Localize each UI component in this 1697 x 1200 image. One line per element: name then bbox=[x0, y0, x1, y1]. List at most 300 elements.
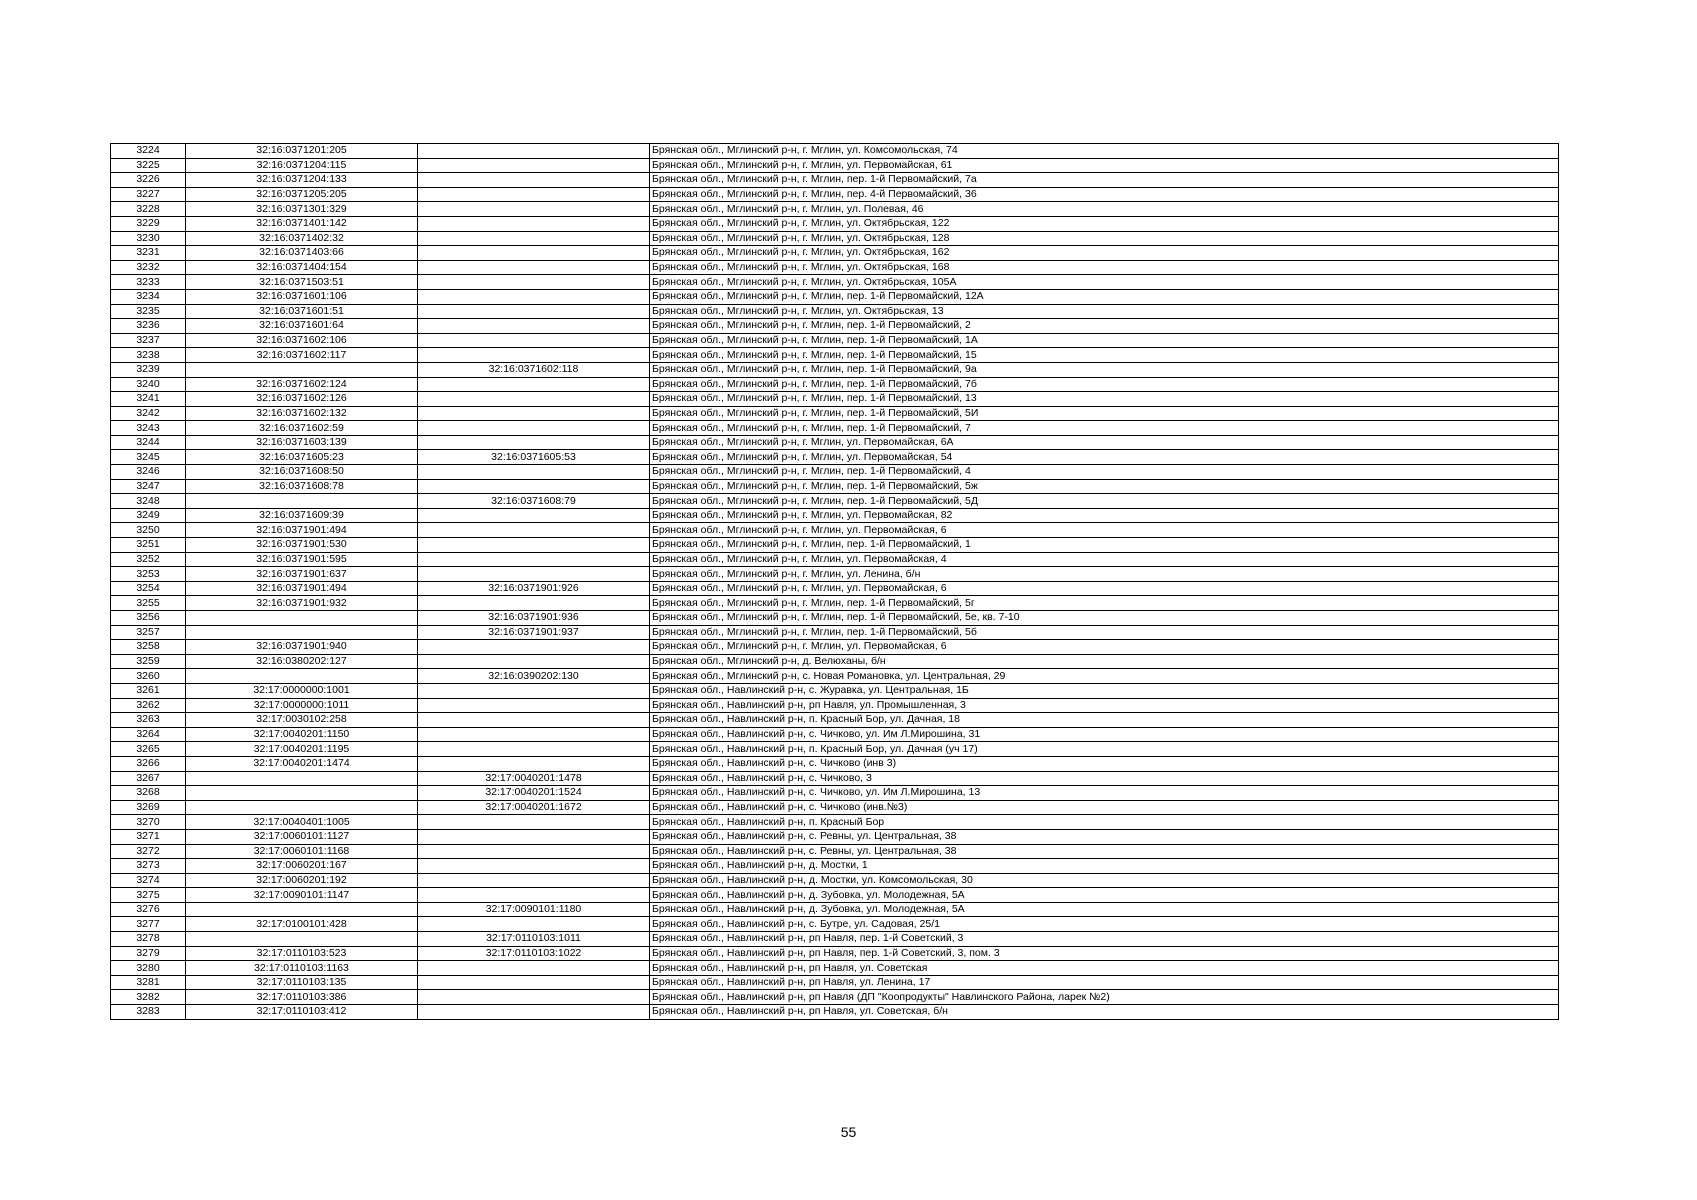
row-number-cell: 3278 bbox=[111, 932, 186, 947]
cadastral-number-cell: 32:16:0371204:115 bbox=[186, 158, 418, 173]
cadastral-number-cell: 32:16:0371201:205 bbox=[186, 144, 418, 159]
address-cell: Брянская обл., Мглинский р-н, г. Мглин, ул. Первомайская, 6 bbox=[650, 581, 1559, 596]
row-number-cell: 3256 bbox=[111, 611, 186, 626]
table-row bbox=[111, 494, 1559, 509]
row-number-cell: 3275 bbox=[111, 888, 186, 903]
row-number-cell: 3249 bbox=[111, 508, 186, 523]
row-number-cell: 3257 bbox=[111, 625, 186, 640]
table-row bbox=[111, 815, 1559, 830]
row-number-cell: 3250 bbox=[111, 523, 186, 538]
row-number-cell: 3235 bbox=[111, 304, 186, 319]
table-row bbox=[111, 552, 1559, 567]
row-number-cell: 3263 bbox=[111, 713, 186, 728]
table-row bbox=[111, 873, 1559, 888]
address-cell: Брянская обл., Мглинский р-н, г. Мглин, пер. 1-й Первомайский, 5е, кв. 7-10 bbox=[650, 611, 1559, 626]
related-cadastral-number-cell bbox=[418, 888, 650, 903]
cadastral-number-cell: 32:16:0371601:51 bbox=[186, 304, 418, 319]
table-row bbox=[111, 625, 1559, 640]
cadastral-number-cell: 32:16:0371204:133 bbox=[186, 173, 418, 188]
address-cell: Брянская обл., Навлинский р-н, рп Навля (ДП "Коопродукты" Навлинского Района, ларек №2) bbox=[650, 990, 1559, 1005]
row-number-cell: 3224 bbox=[111, 144, 186, 159]
related-cadastral-number-cell bbox=[418, 348, 650, 363]
cadastral-number-cell: 32:16:0371605:23 bbox=[186, 450, 418, 465]
row-number-cell: 3269 bbox=[111, 800, 186, 815]
row-number-cell: 3277 bbox=[111, 917, 186, 932]
table-row bbox=[111, 479, 1559, 494]
row-number-cell: 3233 bbox=[111, 275, 186, 290]
related-cadastral-number-cell bbox=[418, 538, 650, 553]
table-row bbox=[111, 742, 1559, 757]
table-row bbox=[111, 859, 1559, 874]
cadastral-number-cell: 32:16:0371602:126 bbox=[186, 392, 418, 407]
table-row bbox=[111, 932, 1559, 947]
cadastral-number-cell bbox=[186, 362, 418, 377]
table-row bbox=[111, 669, 1559, 684]
address-cell: Брянская обл., Мглинский р-н, г. Мглин, ул. Первомайская, 6 bbox=[650, 640, 1559, 655]
address-cell: Брянская обл., Навлинский р-н, рп Навля, ул. Промышленная, 3 bbox=[650, 698, 1559, 713]
cadastral-number-cell bbox=[186, 902, 418, 917]
address-cell: Брянская обл., Навлинский р-н, с. Чичково, ул. Им Л.Мирошина, 13 bbox=[650, 786, 1559, 801]
cadastral-number-cell: 32:17:0030102:258 bbox=[186, 713, 418, 728]
cadastral-number-cell bbox=[186, 932, 418, 947]
address-cell: Брянская обл., Мглинский р-н, г. Мглин, ул. Полевая, 46 bbox=[650, 202, 1559, 217]
related-cadastral-number-cell bbox=[418, 727, 650, 742]
related-cadastral-number-cell bbox=[418, 961, 650, 976]
related-cadastral-number-cell bbox=[418, 231, 650, 246]
address-cell: Брянская обл., Мглинский р-н, г. Мглин, пер. 1-й Первомайский, 12А bbox=[650, 289, 1559, 304]
row-number-cell: 3258 bbox=[111, 640, 186, 655]
row-number-cell: 3268 bbox=[111, 786, 186, 801]
related-cadastral-number-cell bbox=[418, 990, 650, 1005]
table-row bbox=[111, 289, 1559, 304]
cadastral-number-cell: 32:16:0371602:117 bbox=[186, 348, 418, 363]
address-cell: Брянская обл., Навлинский р-н, с. Чичково (инв.№3) bbox=[650, 800, 1559, 815]
table-row bbox=[111, 611, 1559, 626]
related-cadastral-number-cell: 32:16:0371901:937 bbox=[418, 625, 650, 640]
table-row bbox=[111, 975, 1559, 990]
registry-table-body bbox=[111, 144, 1559, 1020]
row-number-cell: 3265 bbox=[111, 742, 186, 757]
cadastral-number-cell: 32:16:0371601:64 bbox=[186, 319, 418, 334]
related-cadastral-number-cell bbox=[418, 698, 650, 713]
table-row bbox=[111, 771, 1559, 786]
table-row bbox=[111, 158, 1559, 173]
related-cadastral-number-cell bbox=[418, 815, 650, 830]
cadastral-number-cell bbox=[186, 771, 418, 786]
cadastral-number-cell bbox=[186, 611, 418, 626]
row-number-cell: 3246 bbox=[111, 465, 186, 480]
row-number-cell: 3274 bbox=[111, 873, 186, 888]
cadastral-number-cell: 32:16:0371402:32 bbox=[186, 231, 418, 246]
related-cadastral-number-cell bbox=[418, 465, 650, 480]
address-cell: Брянская обл., Мглинский р-н, г. Мглин, ул. Первомайская, 82 bbox=[650, 508, 1559, 523]
table-row bbox=[111, 581, 1559, 596]
table-row bbox=[111, 216, 1559, 231]
cadastral-number-cell bbox=[186, 786, 418, 801]
cadastral-number-cell: 32:17:0110103:523 bbox=[186, 946, 418, 961]
address-cell: Брянская обл., Мглинский р-н, г. Мглин, ул. Первомайская, 6А bbox=[650, 435, 1559, 450]
related-cadastral-number-cell bbox=[418, 275, 650, 290]
row-number-cell: 3237 bbox=[111, 333, 186, 348]
address-cell: Брянская обл., Мглинский р-н, г. Мглин, ул. Октябрьская, 162 bbox=[650, 246, 1559, 261]
address-cell: Брянская обл., Навлинский р-н, рп Навля, пер. 1-й Советский, 3 bbox=[650, 932, 1559, 947]
related-cadastral-number-cell: 32:17:0110103:1011 bbox=[418, 932, 650, 947]
table-row bbox=[111, 187, 1559, 202]
address-cell: Брянская обл., Мглинский р-н, г. Мглин, пер. 1-й Первомайский, 7 bbox=[650, 421, 1559, 436]
table-row bbox=[111, 508, 1559, 523]
address-cell: Брянская обл., Навлинский р-н, с. Ревны, ул. Центральная, 38 bbox=[650, 844, 1559, 859]
related-cadastral-number-cell bbox=[418, 479, 650, 494]
table-row bbox=[111, 246, 1559, 261]
address-cell: Брянская обл., Мглинский р-н, г. Мглин, ул. Первомайская, 6 bbox=[650, 523, 1559, 538]
related-cadastral-number-cell: 32:17:0090101:1180 bbox=[418, 902, 650, 917]
address-cell: Брянская обл., Мглинский р-н, г. Мглин, ул. Октябрьская, 13 bbox=[650, 304, 1559, 319]
cadastral-number-cell: 32:17:0060101:1127 bbox=[186, 829, 418, 844]
cadastral-number-cell: 32:17:0040201:1474 bbox=[186, 756, 418, 771]
table-row bbox=[111, 260, 1559, 275]
address-cell: Брянская обл., Мглинский р-н, г. Мглин, пер. 1-й Первомайский, 7а bbox=[650, 173, 1559, 188]
related-cadastral-number-cell: 32:16:0371602:118 bbox=[418, 362, 650, 377]
cadastral-number-cell: 32:17:0040401:1005 bbox=[186, 815, 418, 830]
address-cell: Брянская обл., Мглинский р-н, г. Мглин, пер. 1-й Первомайский, 2 bbox=[650, 319, 1559, 334]
address-cell: Брянская обл., Мглинский р-н, г. Мглин, пер. 1-й Первомайский, 7б bbox=[650, 377, 1559, 392]
row-number-cell: 3226 bbox=[111, 173, 186, 188]
row-number-cell: 3271 bbox=[111, 829, 186, 844]
related-cadastral-number-cell bbox=[418, 654, 650, 669]
cadastral-number-cell: 32:17:0110103:135 bbox=[186, 975, 418, 990]
address-cell: Брянская обл., Навлинский р-н, п. Красный Бор, ул. Дачная, 18 bbox=[650, 713, 1559, 728]
address-cell: Брянская обл., Мглинский р-н, г. Мглин, пер. 1-й Первомайский, 5ж bbox=[650, 479, 1559, 494]
row-number-cell: 3254 bbox=[111, 581, 186, 596]
row-number-cell: 3280 bbox=[111, 961, 186, 976]
address-cell: Брянская обл., Мглинский р-н, г. Мглин, пер. 1-й Первомайский, 13 bbox=[650, 392, 1559, 407]
address-cell: Брянская обл., Мглинский р-н, г. Мглин, пер. 1-й Первомайский, 5Д bbox=[650, 494, 1559, 509]
cadastral-number-cell: 32:17:0060201:167 bbox=[186, 859, 418, 874]
row-number-cell: 3251 bbox=[111, 538, 186, 553]
cadastral-number-cell: 32:16:0371901:595 bbox=[186, 552, 418, 567]
table-row bbox=[111, 538, 1559, 553]
table-row bbox=[111, 844, 1559, 859]
address-cell: Брянская обл., Мглинский р-н, г. Мглин, ул. Первомайская, 4 bbox=[650, 552, 1559, 567]
related-cadastral-number-cell bbox=[418, 421, 650, 436]
table-row bbox=[111, 465, 1559, 480]
address-cell: Брянская обл., Мглинский р-н, г. Мглин, ул. Первомайская, 61 bbox=[650, 158, 1559, 173]
table-row bbox=[111, 406, 1559, 421]
address-cell: Брянская обл., Мглинский р-н, г. Мглин, пер. 1-й Первомайский, 5г bbox=[650, 596, 1559, 611]
table-row bbox=[111, 450, 1559, 465]
row-number-cell: 3227 bbox=[111, 187, 186, 202]
table-row bbox=[111, 654, 1559, 669]
table-row bbox=[111, 917, 1559, 932]
address-cell: Брянская обл., Мглинский р-н, г. Мглин, ул. Ленина, б/н bbox=[650, 567, 1559, 582]
row-number-cell: 3236 bbox=[111, 319, 186, 334]
related-cadastral-number-cell bbox=[418, 406, 650, 421]
related-cadastral-number-cell bbox=[418, 596, 650, 611]
address-cell: Брянская обл., Мглинский р-н, г. Мглин, ул. Первомайская, 54 bbox=[650, 450, 1559, 465]
cadastral-number-cell: 32:16:0371403:66 bbox=[186, 246, 418, 261]
table-row bbox=[111, 421, 1559, 436]
row-number-cell: 3229 bbox=[111, 216, 186, 231]
cadastral-number-cell: 32:16:0371901:494 bbox=[186, 581, 418, 596]
row-number-cell: 3276 bbox=[111, 902, 186, 917]
related-cadastral-number-cell bbox=[418, 508, 650, 523]
row-number-cell: 3260 bbox=[111, 669, 186, 684]
address-cell: Брянская обл., Мглинский р-н, д. Велюханы, б/н bbox=[650, 654, 1559, 669]
related-cadastral-number-cell bbox=[418, 873, 650, 888]
cadastral-number-cell: 32:16:0371901:932 bbox=[186, 596, 418, 611]
related-cadastral-number-cell: 32:16:0390202:130 bbox=[418, 669, 650, 684]
related-cadastral-number-cell: 32:17:0040201:1672 bbox=[418, 800, 650, 815]
cadastral-number-cell: 32:16:0371901:530 bbox=[186, 538, 418, 553]
row-number-cell: 3239 bbox=[111, 362, 186, 377]
row-number-cell: 3270 bbox=[111, 815, 186, 830]
table-row bbox=[111, 377, 1559, 392]
table-row bbox=[111, 596, 1559, 611]
cadastral-number-cell: 32:17:0060101:1168 bbox=[186, 844, 418, 859]
related-cadastral-number-cell bbox=[418, 260, 650, 275]
row-number-cell: 3282 bbox=[111, 990, 186, 1005]
cadastral-number-cell: 32:16:0371205:205 bbox=[186, 187, 418, 202]
table-row bbox=[111, 902, 1559, 917]
cadastral-number-cell: 32:16:0371401:142 bbox=[186, 216, 418, 231]
row-number-cell: 3283 bbox=[111, 1005, 186, 1020]
table-row bbox=[111, 990, 1559, 1005]
row-number-cell: 3272 bbox=[111, 844, 186, 859]
address-cell: Брянская обл., Мглинский р-н, г. Мглин, пер. 1-й Первомайский, 9а bbox=[650, 362, 1559, 377]
table-row bbox=[111, 333, 1559, 348]
cadastral-number-cell: 32:16:0371602:59 bbox=[186, 421, 418, 436]
cadastral-number-cell: 32:17:0060201:192 bbox=[186, 873, 418, 888]
address-cell: Брянская обл., Навлинский р-н, д. Мостки, ул. Комсомольская, 30 bbox=[650, 873, 1559, 888]
related-cadastral-number-cell bbox=[418, 975, 650, 990]
cadastral-number-cell: 32:16:0371301:329 bbox=[186, 202, 418, 217]
table-row bbox=[111, 888, 1559, 903]
row-number-cell: 3253 bbox=[111, 567, 186, 582]
table-row bbox=[111, 786, 1559, 801]
cadastral-number-cell: 32:16:0371603:139 bbox=[186, 435, 418, 450]
related-cadastral-number-cell bbox=[418, 173, 650, 188]
row-number-cell: 3273 bbox=[111, 859, 186, 874]
cadastral-number-cell: 32:16:0371609:39 bbox=[186, 508, 418, 523]
related-cadastral-number-cell bbox=[418, 640, 650, 655]
cadastral-number-cell: 32:17:0110103:412 bbox=[186, 1005, 418, 1020]
row-number-cell: 3264 bbox=[111, 727, 186, 742]
table-row bbox=[111, 202, 1559, 217]
cadastral-number-cell: 32:16:0371602:106 bbox=[186, 333, 418, 348]
address-cell: Брянская обл., Навлинский р-н, с. Чичково, ул. Им Л.Мирошина, 31 bbox=[650, 727, 1559, 742]
related-cadastral-number-cell bbox=[418, 829, 650, 844]
cadastral-number-cell: 32:17:0000000:1001 bbox=[186, 683, 418, 698]
cadastral-number-cell: 32:16:0371901:940 bbox=[186, 640, 418, 655]
address-cell: Брянская обл., Мглинский р-н, г. Мглин, ул. Октябрьская, 168 bbox=[650, 260, 1559, 275]
table-row bbox=[111, 698, 1559, 713]
row-number-cell: 3267 bbox=[111, 771, 186, 786]
row-number-cell: 3279 bbox=[111, 946, 186, 961]
address-cell: Брянская обл., Мглинский р-н, с. Новая Романовка, ул. Центральная, 29 bbox=[650, 669, 1559, 684]
row-number-cell: 3259 bbox=[111, 654, 186, 669]
cadastral-number-cell bbox=[186, 800, 418, 815]
related-cadastral-number-cell bbox=[418, 683, 650, 698]
address-cell: Брянская обл., Навлинский р-н, с. Чичково, 3 bbox=[650, 771, 1559, 786]
row-number-cell: 3281 bbox=[111, 975, 186, 990]
table-row bbox=[111, 800, 1559, 815]
cadastral-number-cell: 32:16:0371404:154 bbox=[186, 260, 418, 275]
row-number-cell: 3242 bbox=[111, 406, 186, 421]
related-cadastral-number-cell bbox=[418, 742, 650, 757]
related-cadastral-number-cell: 32:16:0371608:79 bbox=[418, 494, 650, 509]
cadastral-number-cell: 32:17:0110103:1163 bbox=[186, 961, 418, 976]
related-cadastral-number-cell bbox=[418, 713, 650, 728]
related-cadastral-number-cell bbox=[418, 377, 650, 392]
table-row bbox=[111, 713, 1559, 728]
related-cadastral-number-cell bbox=[418, 859, 650, 874]
cadastral-number-cell: 32:16:0371608:50 bbox=[186, 465, 418, 480]
table-row bbox=[111, 435, 1559, 450]
address-cell: Брянская обл., Навлинский р-н, рп Навля, ул. Ленина, 17 bbox=[650, 975, 1559, 990]
table-row bbox=[111, 304, 1559, 319]
table-row bbox=[111, 1005, 1559, 1020]
row-number-cell: 3230 bbox=[111, 231, 186, 246]
address-cell: Брянская обл., Навлинский р-н, д. Зубовка, ул. Молодежная, 5А bbox=[650, 888, 1559, 903]
address-cell: Брянская обл., Навлинский р-н, рп Навля, пер. 1-й Советский, 3, пом. 3 bbox=[650, 946, 1559, 961]
address-cell: Брянская обл., Навлинский р-н, с. Чичково (инв 3) bbox=[650, 756, 1559, 771]
row-number-cell: 3225 bbox=[111, 158, 186, 173]
address-cell: Брянская обл., Мглинский р-н, г. Мглин, пер. 1-й Первомайский, 15 bbox=[650, 348, 1559, 363]
related-cadastral-number-cell: 32:16:0371605:53 bbox=[418, 450, 650, 465]
cadastral-number-cell: 32:16:0371901:637 bbox=[186, 567, 418, 582]
table-row bbox=[111, 523, 1559, 538]
cadastral-number-cell: 32:17:0040201:1195 bbox=[186, 742, 418, 757]
related-cadastral-number-cell: 32:17:0040201:1478 bbox=[418, 771, 650, 786]
table-row bbox=[111, 275, 1559, 290]
cadastral-number-cell: 32:17:0100101:428 bbox=[186, 917, 418, 932]
table-row bbox=[111, 319, 1559, 334]
related-cadastral-number-cell: 32:17:0040201:1524 bbox=[418, 786, 650, 801]
table-row bbox=[111, 829, 1559, 844]
cadastral-number-cell bbox=[186, 494, 418, 509]
related-cadastral-number-cell bbox=[418, 304, 650, 319]
row-number-cell: 3266 bbox=[111, 756, 186, 771]
address-cell: Брянская обл., Навлинский р-н, д. Мостки, 1 bbox=[650, 859, 1559, 874]
cadastral-number-cell: 32:16:0371601:106 bbox=[186, 289, 418, 304]
table-row bbox=[111, 348, 1559, 363]
address-cell: Брянская обл., Мглинский р-н, г. Мглин, ул. Комсомольская, 74 bbox=[650, 144, 1559, 159]
page-number: 55 bbox=[840, 1124, 857, 1140]
address-cell: Брянская обл., Навлинский р-н, рп Навля, ул. Советская bbox=[650, 961, 1559, 976]
row-number-cell: 3243 bbox=[111, 421, 186, 436]
cadastral-number-cell bbox=[186, 625, 418, 640]
related-cadastral-number-cell bbox=[418, 1005, 650, 1020]
cadastral-number-cell: 32:16:0380202:127 bbox=[186, 654, 418, 669]
cadastral-number-cell: 32:16:0371602:124 bbox=[186, 377, 418, 392]
table-row bbox=[111, 231, 1559, 246]
cadastral-number-cell: 32:16:0371602:132 bbox=[186, 406, 418, 421]
table-row bbox=[111, 362, 1559, 377]
related-cadastral-number-cell: 32:16:0371901:926 bbox=[418, 581, 650, 596]
address-cell: Брянская обл., Навлинский р-н, п. Красный Бор bbox=[650, 815, 1559, 830]
row-number-cell: 3248 bbox=[111, 494, 186, 509]
cadastral-number-cell: 32:17:0110103:386 bbox=[186, 990, 418, 1005]
row-number-cell: 3238 bbox=[111, 348, 186, 363]
address-cell: Брянская обл., Навлинский р-н, рп Навля, ул. Советская, б/н bbox=[650, 1005, 1559, 1020]
row-number-cell: 3255 bbox=[111, 596, 186, 611]
address-cell: Брянская обл., Навлинский р-н, д. Зубовка, ул. Молодежная, 5А bbox=[650, 902, 1559, 917]
related-cadastral-number-cell bbox=[418, 158, 650, 173]
row-number-cell: 3245 bbox=[111, 450, 186, 465]
address-cell: Брянская обл., Мглинский р-н, г. Мглин, ул. Октябрьская, 105А bbox=[650, 275, 1559, 290]
related-cadastral-number-cell: 32:17:0110103:1022 bbox=[418, 946, 650, 961]
cadastral-number-cell: 32:16:0371901:494 bbox=[186, 523, 418, 538]
table-row bbox=[111, 640, 1559, 655]
row-number-cell: 3234 bbox=[111, 289, 186, 304]
table-row bbox=[111, 392, 1559, 407]
related-cadastral-number-cell bbox=[418, 246, 650, 261]
row-number-cell: 3261 bbox=[111, 683, 186, 698]
table-row bbox=[111, 683, 1559, 698]
row-number-cell: 3228 bbox=[111, 202, 186, 217]
registry-table bbox=[110, 143, 1559, 1020]
related-cadastral-number-cell bbox=[418, 144, 650, 159]
address-cell: Брянская обл., Мглинский р-н, г. Мглин, пер. 1-й Первомайский, 5б bbox=[650, 625, 1559, 640]
table-row bbox=[111, 946, 1559, 961]
related-cadastral-number-cell bbox=[418, 392, 650, 407]
related-cadastral-number-cell bbox=[418, 523, 650, 538]
address-cell: Брянская обл., Мглинский р-н, г. Мглин, пер. 1-й Первомайский, 1 bbox=[650, 538, 1559, 553]
table-row bbox=[111, 727, 1559, 742]
address-cell: Брянская обл., Навлинский р-н, с. Бутре, ул. Садовая, 25/1 bbox=[650, 917, 1559, 932]
cadastral-number-cell: 32:17:0000000:1011 bbox=[186, 698, 418, 713]
address-cell: Брянская обл., Навлинский р-н, п. Красный Бор, ул. Дачная (уч 17) bbox=[650, 742, 1559, 757]
address-cell: Брянская обл., Мглинский р-н, г. Мглин, пер. 1-й Первомайский, 4 bbox=[650, 465, 1559, 480]
related-cadastral-number-cell bbox=[418, 567, 650, 582]
related-cadastral-number-cell bbox=[418, 917, 650, 932]
row-number-cell: 3244 bbox=[111, 435, 186, 450]
address-cell: Брянская обл., Навлинский р-н, с. Журавка, ул. Центральная, 1Б bbox=[650, 683, 1559, 698]
related-cadastral-number-cell: 32:16:0371901:936 bbox=[418, 611, 650, 626]
address-cell: Брянская обл., Мглинский р-н, г. Мглин, пер. 1-й Первомайский, 5И bbox=[650, 406, 1559, 421]
table-row bbox=[111, 567, 1559, 582]
address-cell: Брянская обл., Мглинский р-н, г. Мглин, ул. Октябрьская, 128 bbox=[650, 231, 1559, 246]
row-number-cell: 3247 bbox=[111, 479, 186, 494]
cadastral-number-cell bbox=[186, 669, 418, 684]
address-cell: Брянская обл., Навлинский р-н, с. Ревны, ул. Центральная, 38 bbox=[650, 829, 1559, 844]
row-number-cell: 3240 bbox=[111, 377, 186, 392]
row-number-cell: 3232 bbox=[111, 260, 186, 275]
row-number-cell: 3252 bbox=[111, 552, 186, 567]
row-number-cell: 3241 bbox=[111, 392, 186, 407]
related-cadastral-number-cell bbox=[418, 216, 650, 231]
table-row bbox=[111, 173, 1559, 188]
related-cadastral-number-cell bbox=[418, 435, 650, 450]
row-number-cell: 3231 bbox=[111, 246, 186, 261]
related-cadastral-number-cell bbox=[418, 844, 650, 859]
cadastral-number-cell: 32:17:0040201:1150 bbox=[186, 727, 418, 742]
related-cadastral-number-cell bbox=[418, 187, 650, 202]
related-cadastral-number-cell bbox=[418, 289, 650, 304]
related-cadastral-number-cell bbox=[418, 319, 650, 334]
related-cadastral-number-cell bbox=[418, 202, 650, 217]
table-row bbox=[111, 756, 1559, 771]
table-row bbox=[111, 144, 1559, 159]
cadastral-number-cell: 32:16:0371503:51 bbox=[186, 275, 418, 290]
address-cell: Брянская обл., Мглинский р-н, г. Мглин, пер. 1-й Первомайский, 1А bbox=[650, 333, 1559, 348]
row-number-cell: 3262 bbox=[111, 698, 186, 713]
related-cadastral-number-cell bbox=[418, 756, 650, 771]
table-row bbox=[111, 961, 1559, 976]
address-cell: Брянская обл., Мглинский р-н, г. Мглин, ул. Октябрьская, 122 bbox=[650, 216, 1559, 231]
cadastral-number-cell: 32:17:0090101:1147 bbox=[186, 888, 418, 903]
address-cell: Брянская обл., Мглинский р-н, г. Мглин, пер. 4-й Первомайский, 36 bbox=[650, 187, 1559, 202]
